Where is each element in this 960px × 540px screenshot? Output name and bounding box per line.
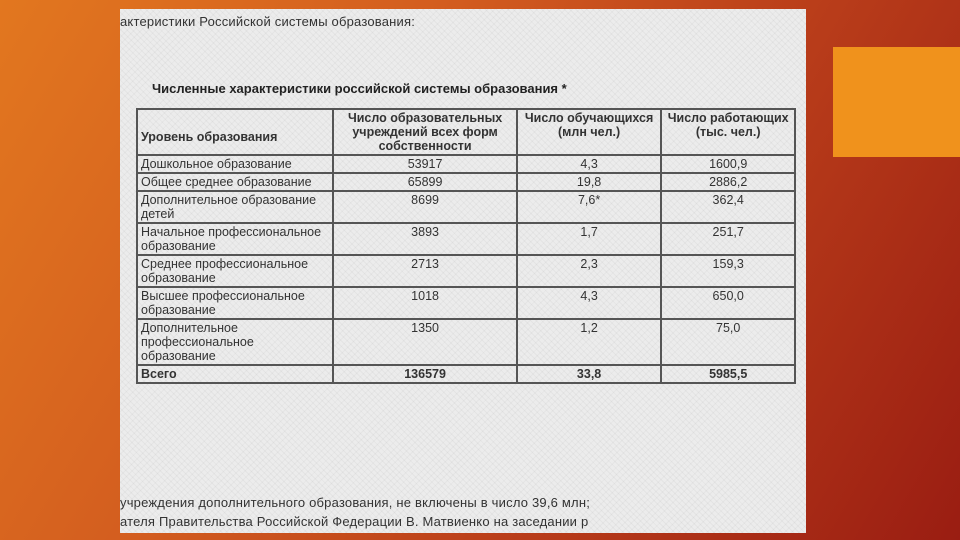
students-cell: 1,7 [517,223,662,255]
column-header-students: Число обучающихся (млн чел.) [517,109,662,155]
staff-cell: 1600,9 [661,155,795,173]
footnote-line-2: ателя Правительства Российской Федерации В. Матвиенко на заседании р [120,514,589,529]
institutions-cell: 3893 [333,223,516,255]
level-cell: Общее среднее образование [137,173,333,191]
institutions-cell: 8699 [333,191,516,223]
table-row [137,287,795,319]
total-row [137,365,795,383]
students-cell: 2,3 [517,255,662,287]
accent-box [833,47,960,157]
institutions-cell: 53917 [333,155,516,173]
column-header-level: Уровень образования [137,109,333,155]
level-cell: Дошкольное образование [137,155,333,173]
level-cell: Среднее профессиональное образование [137,255,333,287]
institutions-cell: 65899 [333,173,516,191]
scanned-document [120,9,806,533]
students-cell: 7,6* [517,191,662,223]
level-cell: Высшее профессиональное образование [137,287,333,319]
staff-cell: 251,7 [661,223,795,255]
table-row [137,319,795,365]
table-row [137,255,795,287]
staff-cell: 2886,2 [661,173,795,191]
students-cell: 4,3 [517,155,662,173]
level-cell: Дополнительное образование детей [137,191,333,223]
column-header-institutions: Число образовательных учреждений всех форм собственности [333,109,516,155]
institutions-cell: 2713 [333,255,516,287]
level-cell: Дополнительное профессиональное образование [137,319,333,365]
education-stats-table [136,108,796,384]
table-header-row [137,109,795,155]
students-cell: 19,8 [517,173,662,191]
total-staff: 5985,5 [661,365,795,383]
total-students: 33,8 [517,365,662,383]
students-cell: 1,2 [517,319,662,365]
institutions-cell: 1018 [333,287,516,319]
column-header-staff: Число работающих (тыс. чел.) [661,109,795,155]
institutions-cell: 1350 [333,319,516,365]
total-label: Всего [137,365,333,383]
table-row [137,173,795,191]
staff-cell: 362,4 [661,191,795,223]
staff-cell: 650,0 [661,287,795,319]
footnote-line-1: учреждения дополнительного образования, не включены в число 39,6 млн; [120,495,591,510]
students-cell: 4,3 [517,287,662,319]
level-cell: Начальное профессиональное образование [137,223,333,255]
table-row [137,191,795,223]
document-heading: актеристики Российской системы образования: [120,14,416,29]
total-institutions: 136579 [333,365,516,383]
table-row [137,223,795,255]
staff-cell: 159,3 [661,255,795,287]
table-title: Численные характеристики российской системы образования * [152,81,567,96]
staff-cell: 75,0 [661,319,795,365]
table-row [137,155,795,173]
